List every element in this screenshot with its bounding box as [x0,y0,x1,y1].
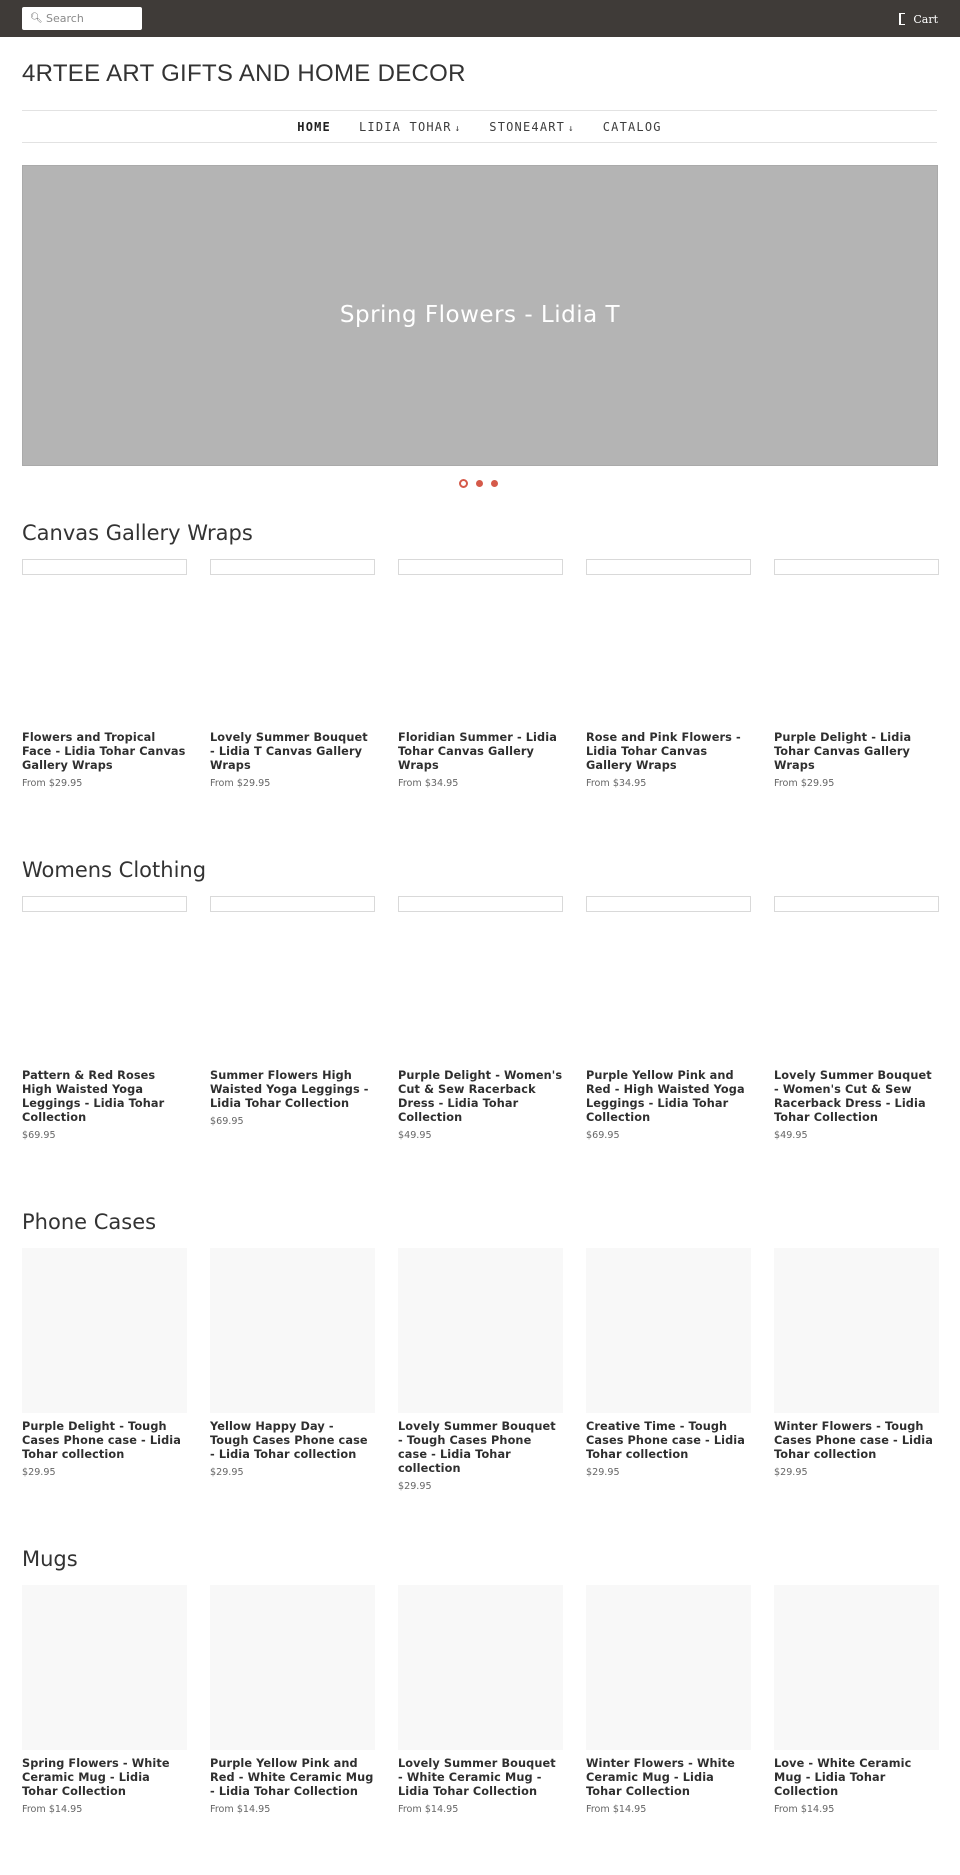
product-image[interactable] [398,896,563,912]
product-title[interactable]: Winter Flowers - Tough Cases Phone case - Lidia Tohar collection [774,1420,933,1461]
product-card[interactable] [774,1585,939,1815]
product-image[interactable] [774,1248,939,1413]
product-price: From $14.95 [22,1804,83,1815]
hero-slide[interactable] [22,165,938,466]
slide-dot-3[interactable] [491,480,498,487]
section-title-phone-cases: Phone Cases [22,1210,157,1234]
section-title-canvas: Canvas Gallery Wraps [22,521,253,545]
product-title[interactable]: Floridian Summer - Lidia Tohar Canvas Gallery Wraps [398,731,557,772]
nav-item-label: LIDIA TOHAR [358,119,452,134]
product-price: $69.95 [586,1130,620,1141]
nav-item-label: HOME [297,119,331,134]
slideshow-pager [459,478,501,488]
search-icon[interactable]: 🔍︎ [30,13,43,24]
product-card[interactable] [586,1585,751,1815]
product-card[interactable] [210,559,375,789]
product-image[interactable] [398,1585,563,1750]
product-image[interactable] [774,559,939,575]
nav-item-catalog[interactable] [589,120,676,134]
product-price: From $14.95 [586,1804,647,1815]
product-card[interactable] [22,896,187,1141]
nav-item-label: STONE4ART [489,119,566,134]
top-bar [0,0,960,37]
product-title[interactable]: Winter Flowers - White Ceramic Mug - Lidia Tohar Collection [586,1757,735,1798]
slide-caption: Spring Flowers - Lidia T [339,302,621,328]
product-title[interactable]: Spring Flowers - White Ceramic Mug - Lidia Tohar Collection [22,1757,170,1798]
product-title[interactable]: Lovely Summer Bouquet - White Ceramic Mug - Lidia Tohar Collection [398,1757,556,1798]
product-price: From $29.95 [22,778,83,789]
product-card[interactable] [398,896,563,1141]
product-price: From $34.95 [586,778,647,789]
product-image[interactable] [398,1248,563,1413]
cart-icon [899,13,905,25]
product-price: $29.95 [586,1467,620,1478]
product-card[interactable] [210,1248,375,1478]
main-nav [22,110,937,143]
nav-item-home[interactable] [283,120,345,134]
product-title[interactable]: Flowers and Tropical Face - Lidia Tohar Canvas Gallery Wraps [22,731,186,772]
nav-item-lidia-tohar[interactable] [345,120,475,134]
product-title[interactable]: Creative Time - Tough Cases Phone case - Lidia Tohar collection [586,1420,745,1461]
product-price: $69.95 [22,1130,56,1141]
arrow-down-icon: ↓ [454,123,462,134]
product-price: $49.95 [398,1130,432,1141]
product-title[interactable]: Purple Yellow Pink and Red - High Waisted Yoga Leggings - Lidia Tohar Collection [586,1069,745,1124]
product-card[interactable] [210,896,375,1127]
product-price: From $29.95 [210,778,271,789]
product-price: $69.95 [210,1116,244,1127]
product-card[interactable] [774,896,939,1141]
product-card[interactable] [774,1248,939,1478]
product-grid-phone-cases [22,1248,938,1492]
cart-label: Cart [913,12,938,26]
product-image[interactable] [586,1585,751,1750]
product-title[interactable]: Pattern & Red Roses High Waisted Yoga Leggings - Lidia Tohar Collection [22,1069,165,1124]
product-card[interactable] [398,1248,563,1492]
product-card[interactable] [22,1248,187,1478]
product-image[interactable] [586,896,751,912]
product-image[interactable] [586,1248,751,1413]
product-price: $29.95 [774,1467,808,1478]
product-title[interactable]: Purple Delight - Tough Cases Phone case - Lidia Tohar collection [22,1420,181,1461]
product-card[interactable] [586,559,751,789]
product-price: $49.95 [774,1130,808,1141]
slide-dot-1[interactable] [459,479,468,488]
product-price: From $14.95 [398,1804,459,1815]
product-price: From $29.95 [774,778,835,789]
product-grid-clothing [22,896,938,1141]
product-title[interactable]: Rose and Pink Flowers - Lidia Tohar Canvas Gallery Wraps [586,731,741,772]
product-title[interactable]: Love - White Ceramic Mug - Lidia Tohar Collection [774,1757,912,1798]
product-image[interactable] [22,1585,187,1750]
section-title-clothing: Womens Clothing [22,858,207,882]
search-box[interactable] [22,7,142,30]
nav-item-stone4art[interactable] [475,120,588,134]
product-image[interactable] [774,1585,939,1750]
product-card[interactable] [398,1585,563,1815]
search-input[interactable] [46,10,138,27]
product-price: $29.95 [22,1467,56,1478]
section-title-mugs: Mugs [22,1547,78,1571]
product-card[interactable] [22,559,187,789]
arrow-down-icon: ↓ [568,123,575,134]
product-card[interactable] [398,559,563,789]
product-image[interactable] [210,896,375,912]
product-price: From $34.95 [398,778,459,789]
product-image[interactable] [586,559,751,575]
product-card[interactable] [586,1248,751,1478]
product-price: $29.95 [210,1467,244,1478]
product-title[interactable]: Purple Delight - Lidia Tohar Canvas Gallery Wraps [774,731,912,772]
product-price: $29.95 [398,1481,432,1492]
product-card[interactable] [586,896,751,1141]
product-image[interactable] [22,1248,187,1413]
product-card[interactable] [210,1585,375,1815]
product-card[interactable] [774,559,939,789]
product-grid-mugs [22,1585,938,1815]
product-image[interactable] [22,896,187,912]
product-title[interactable]: Purple Yellow Pink and Red - White Ceramic Mug - Lidia Tohar Collection [210,1757,374,1798]
cart-link[interactable] [899,11,938,27]
product-card[interactable] [22,1585,187,1815]
product-title[interactable]: Lovely Summer Bouquet - Women's Cut & Sew Racerback Dress - Lidia Tohar Collection [774,1069,932,1124]
product-image[interactable] [210,1585,375,1750]
product-image[interactable] [398,559,563,575]
nav-item-label: CATALOG [602,119,662,134]
slide-dot-2[interactable] [476,480,483,487]
product-price: From $14.95 [210,1804,271,1815]
product-title[interactable]: Yellow Happy Day - Tough Cases Phone case - Lidia Tohar collection [210,1420,368,1461]
site-title[interactable]: 4RTEE ART GIFTS AND HOME DECOR [22,60,466,87]
product-image[interactable] [774,896,939,912]
product-title[interactable]: Lovely Summer Bouquet - Lidia T Canvas Gallery Wraps [210,731,368,772]
product-title[interactable]: Lovely Summer Bouquet - Tough Cases Phone case - Lidia Tohar collection [398,1420,556,1475]
product-title[interactable]: Summer Flowers High Waisted Yoga Leggings - Lidia Tohar Collection [210,1069,369,1110]
product-title[interactable]: Purple Delight - Women's Cut & Sew Racerback Dress - Lidia Tohar Collection [398,1069,563,1124]
product-image[interactable] [22,559,187,575]
product-image[interactable] [210,1248,375,1413]
product-grid-canvas [22,559,938,789]
product-price: From $14.95 [774,1804,835,1815]
product-image[interactable] [210,559,375,575]
